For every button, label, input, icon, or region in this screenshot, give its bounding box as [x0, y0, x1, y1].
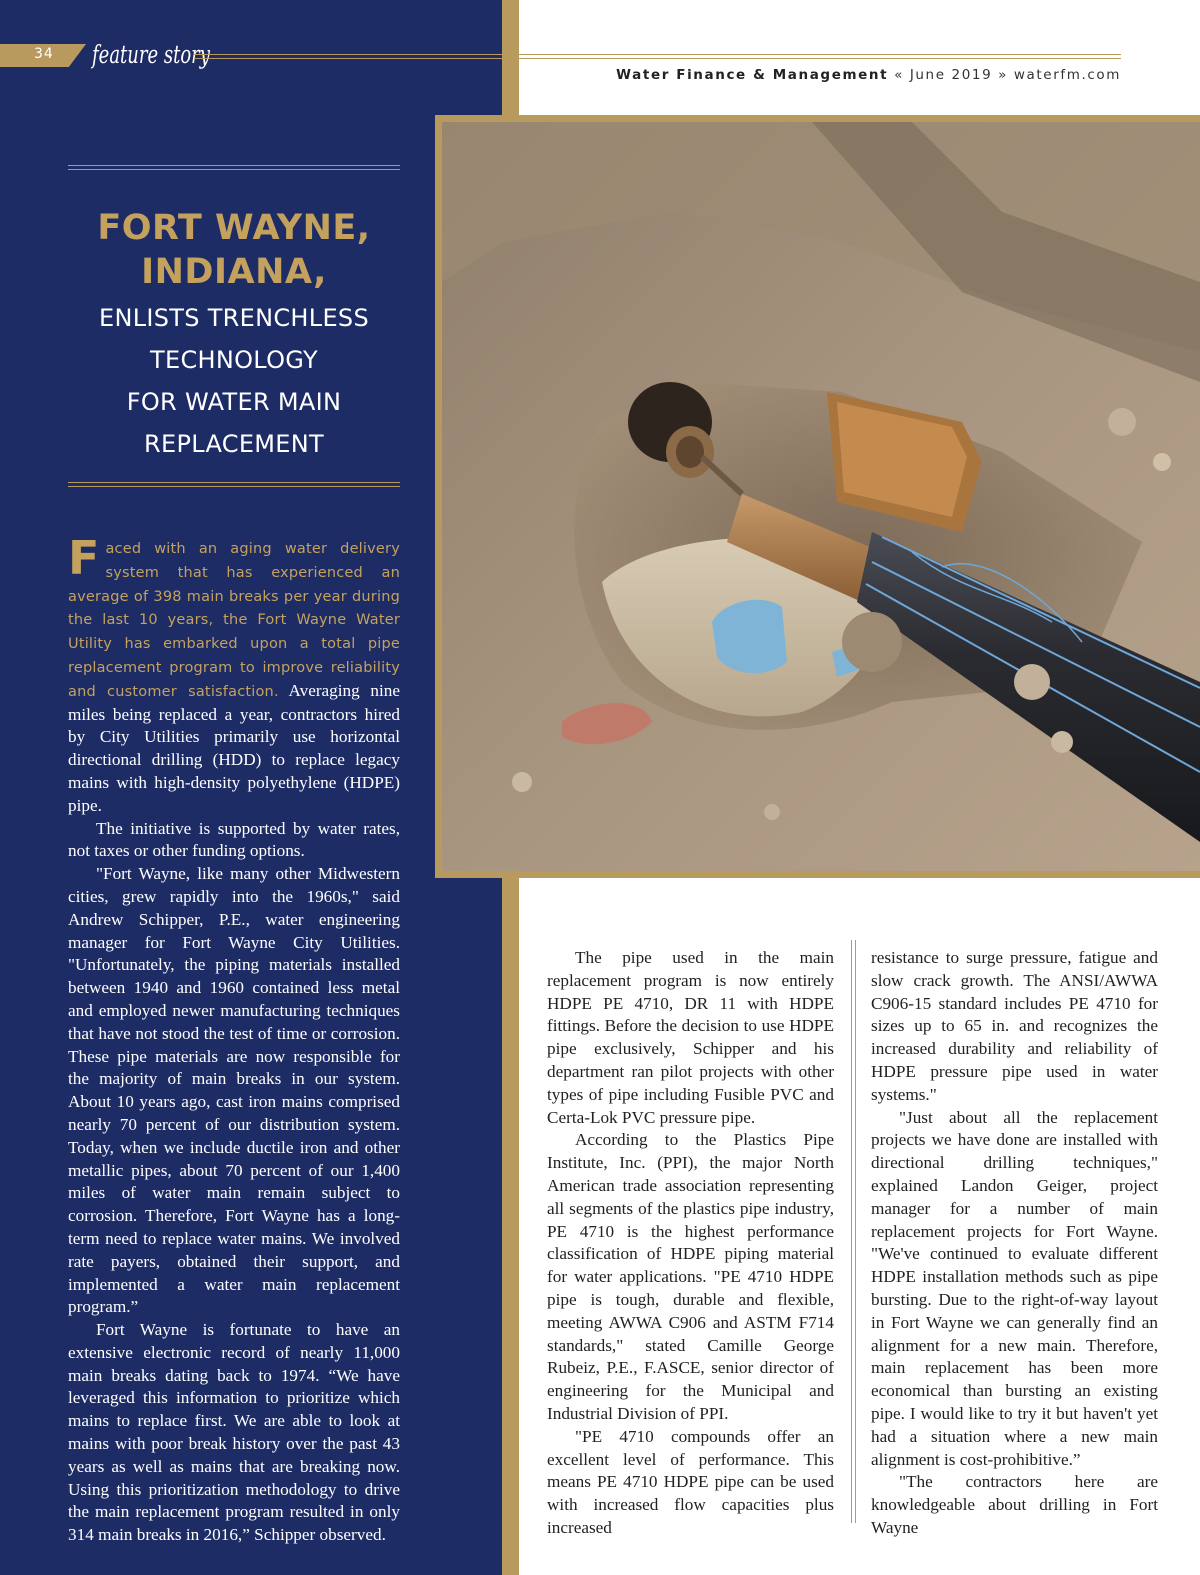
article-paragraph: "Fort Wayne, like many other Midwestern cities, grew rapidly into the 1960s," said Andrew Schipper, P.E., water engineering manager for Fort Wayne City Utilities. "Unfortunately, the piping materials installed between 1940 and 1960 contained less metal and employed newer manufacturing techniques that have not stood the test of time or corrosion. These pipe materials are now responsible for the majority of main breaks in our system. About 10 years ago, cast iron mains comprised nearly 70 percent of our distribution system. Today, when we include ductile iron and other metallic pipes, about 70 percent of our 1,400 miles of water main remain subject to corrosion. Therefore, Fort Wayne has a long-term need to replace water mains. We involved rate payers, obtained their support, and implemented a water main replacement program.” — [68, 864, 400, 1317]
article-paragraph: "The contractors here are knowledgeable about drilling in Fort Wayne — [871, 1472, 1158, 1537]
article-paragraph: "Just about all the replacement projects we have done are installed with directional drilling techniques," explained Landon Geiger, project manager for a number of main replacement projects for Fort Wayne. "We've continued to evaluate different HDPE installation methods such as pipe bursting. Due to the right-of-way layout in Fort Wayne we can generally find an alignment for a new main. Therefore, main replacement has been more economical than bursting an existing pipe. I would like to try it but haven't yet had a situation where a new main alignment is cost-prohibitive.” — [871, 1107, 1158, 1469]
section-label: feature story — [92, 40, 210, 69]
article-paragraph: "PE 4710 compounds offer an excellent level of performance. This means PE 4710 HDPE pipe can be used with increased flow capacities plus increased — [547, 1426, 834, 1537]
issue-info: « June 2019 » waterfm.com — [894, 67, 1121, 83]
article-column-middle — [547, 947, 834, 1540]
article-paragraph: The pipe used in the main replacement program is now entirely HDPE PE 4710, DR 11 with HDPE fittings. Before the decision to use HDPE pipe exclusively, Schipper and his department ran pilot projects with other types of pipe including Fusible PVC and Certa-Lok PVC pressure pipe. — [547, 948, 834, 1127]
article-paragraph: According to the Plastics Pipe Institute, Inc. (PPI), the major North American trade association representing all segments of the plastics pipe industry, PE 4710 is the highest performance classification of HDPE piping material for water applications. "PE 4710 HDPE pipe is tough, durable and flexible, meeting AWWA C906 and ASTM F714 standards," stated Camille George Rubeiz, P.E., F.ASCE, senior director of engineering for the Municipal and Industrial Division of PPI. — [547, 1130, 834, 1423]
article-paragraph: The initiative is supported by water rates, not taxes or other funding options. — [68, 818, 400, 861]
subhead-line: ENLISTS TRENCHLESS — [99, 304, 369, 332]
header-rule-right — [519, 54, 1121, 59]
subhead-line: FOR WATER MAIN — [126, 388, 342, 416]
article-paragraph — [68, 531, 400, 818]
article-column-right — [871, 947, 1158, 1540]
title-rule-bottom — [68, 482, 400, 487]
title-rule-top — [68, 165, 400, 170]
article-paragraph: resistance to surge pressure, fatigue and slow crack growth. The ANSI/AWWA C906-15 standard includes PE 4710 for sizes up to 65 in. and recognizes the increased durability and reliability of HDPE pressure pipe used in water systems." — [871, 948, 1158, 1104]
article-text: Averaging nine miles being replaced a year, contractors hired by City Utilities primarily use horizontal directional drilling (HDD) to replace legacy mains with high-density polyethylene (HDPE) pipe. — [68, 680, 400, 815]
headline — [68, 206, 400, 294]
subhead-line: REPLACEMENT — [144, 430, 324, 458]
article-column-left — [68, 531, 400, 1547]
header-rule-left — [194, 54, 502, 59]
headline-line: FORT WAYNE, — [97, 208, 371, 248]
publication-name: Water Finance & Management — [616, 67, 889, 83]
drop-cap: F — [68, 531, 100, 585]
article-paragraph: Fort Wayne is fortunate to have an extensive electronic record of nearly 11,000 main breaks dating back to 1974. “We have leveraged this information to prioritize which mains to replace first. We are able to look at mains with poor break history over the past 43 years as well as mains that are breaking now. Using this prioritization methodology to drive the main replacement program resulted in only 314 main breaks in 2016,” Schipper observed. — [68, 1320, 400, 1545]
trench-pipe-photo — [442, 122, 1200, 871]
running-head — [520, 67, 1121, 83]
column-divider — [851, 940, 856, 1523]
page-number: 34 — [34, 46, 54, 62]
subhead — [68, 297, 400, 465]
headline-line: INDIANA, — [141, 252, 327, 292]
subhead-line: TECHNOLOGY — [150, 346, 318, 374]
trench-photo-illustration — [442, 122, 1200, 871]
article-intro: aced with an aging water delivery system that has experienced an average of 398 main breaks per year during the last 10 years, the Fort Wayne Water Utility has embarked upon a total pipe replacement program to improve reliability and customer satisfaction. — [68, 541, 400, 700]
